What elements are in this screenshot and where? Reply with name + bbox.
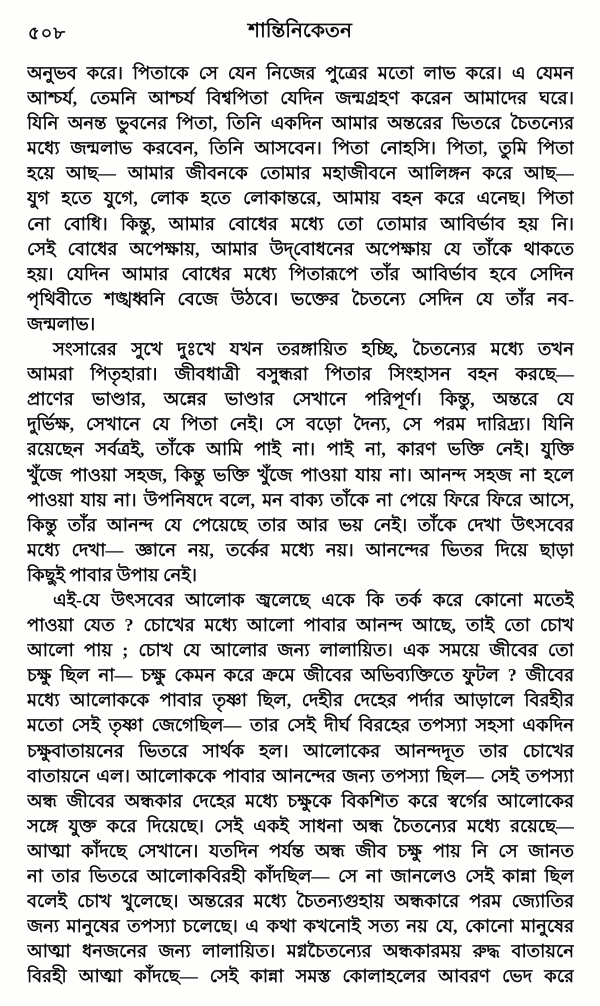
- text-line: মধ্যে আলোককে পাবার তৃষ্ণা ছিল, দেহীর দেহের পর্দার আড়ালে বিরহীর: [27, 690, 574, 711]
- text-line: আশ্চর্য, তেমনি আশ্চর্য বিশ্বপিতা যেদিন জন্মগ্রহণ করেন আমাদের ঘরে।: [27, 88, 574, 109]
- text-line: প্রাণের ভাণ্ডার, অন্নের ভাণ্ডার সেখানে পরিপূর্ণ। কিন্তু, অন্তরে যে: [27, 389, 574, 410]
- text-line: মধ্যে জন্মলাভ করবেন, তিনি আসবেন। পিতা নোহসি। পিতা, তুমি পিতা: [27, 138, 574, 159]
- text-line: কিছুই পাবার উপায় নেই।: [27, 564, 197, 585]
- text-line: আত্মা কাঁদছে সেখানে। যতদিন পর্যন্ত অন্ধ জীব চক্ষু পায় নি সে জানত: [27, 840, 574, 861]
- text-line: জন্মলাভ।: [27, 313, 96, 334]
- body-text: [27, 61, 574, 989]
- text-line: হয়ে আছ— আমার জীবনকে তোমার মহাজীবনে আলিঙ্গন করে আছ—: [27, 163, 574, 184]
- text-line: আমরা পিতৃহারা। জীবধাত্রী বসুন্ধরা পিতার সিংহাসন বহন করছে—: [27, 364, 574, 385]
- page-header: [0, 16, 600, 46]
- text-line: রয়েছেন সর্বত্রই, তাঁকে আমি পাই না। পাই না, কারণ ভক্তি নেই। যুক্তি: [27, 439, 574, 460]
- text-line: দুর্ভিক্ষ, সেখানে যে পিতা নেই। সে বড়ো দৈন্য, সে পরম দারিদ্র্য। যিনি: [27, 414, 574, 435]
- text-line: মধ্যে দেখা— জ্ঞানে নয়, তর্কের মধ্যে নয়। আনন্দের ভিতর দিয়ে ছাড়া: [27, 539, 574, 560]
- text-line: পৃথিবীতে শঙ্খধ্বনি বেজে উঠবে। ভক্তের চৈতন্যে সেদিন যে তাঁর নব-: [27, 288, 574, 309]
- text-line: চক্ষু ছিল না— চক্ষু কেমন করে ক্রমে জীবের অভিব্যক্তিতে ফুটল ? জীবের: [27, 665, 574, 686]
- text-line: আলো পায় ; চোখ যে আলোর জন্য লালায়িত। এক সময়ে জীবের তো: [27, 640, 574, 661]
- text-line: হয়। যেদিন আমার বোধের মধ্যে পিতারূপে তাঁর আবির্ভাব হবে সেদিন: [27, 263, 574, 284]
- text-line: পাওয়া যায় না। উপনিষদে বলে, মন বাক্য তাঁকে না পেয়ে ফিরে ফিরে আসে,: [27, 489, 574, 510]
- text-line: খুঁজে পাওয়া সহজ, কিন্তু ভক্তি খুঁজে পাওয়া যায় না। আনন্দ সহজ না হলে: [27, 464, 574, 485]
- text-line: না তার ভিতরে আলোকবিরহী কাঁদছিল— সে না জানলেও সেই কান্না ছিল: [27, 866, 574, 886]
- page-title: শান্তিনিকেতন: [248, 20, 352, 42]
- paragraph: [27, 588, 574, 990]
- text-line: বলেই চোখ খুলেছে। অন্তরের মধ্যে চৈতন্যগুহায় অন্ধকারে পরম জ্যোতির: [27, 891, 574, 912]
- text-line: নো বোধি। কিন্তু, আমার বোধের মধ্যে তো তোমার আবির্ভাব হয় নি।: [27, 213, 574, 234]
- text-line: অনুভব করে। পিতাকে সে যেন নিজের পুত্রের মতো লাভ করে। এ যেমন: [27, 63, 574, 83]
- text-line: মতো সেই তৃষ্ণা জেগেছিল— তার সেই দীর্ঘ বিরহের তপস্যা সহসা একদিন: [27, 715, 574, 736]
- paragraph: [27, 61, 574, 337]
- paragraph: [27, 337, 574, 588]
- text-line: বিরহী আত্মা কাঁদছে— সেই কান্না সমস্ত কোলাহলের আবরণ ভেদ করে: [27, 966, 574, 987]
- text-line: জন্য মানুষের তপস্যা চলেছে। এ কথা কখনোই সত্য নয় যে, কোনো মানুষের: [27, 916, 574, 937]
- text-line: কিন্তু তাঁর আনন্দ যে পেয়েছে তার আর ভয় নেই। তাঁকে দেখা উৎসবের: [27, 514, 574, 535]
- text-line: বাতায়নে এল। আলোককে পাবার আনন্দের জন্য তপস্যা ছিল— সেই তপস্যা: [27, 765, 574, 786]
- text-line: যিনি অনন্ত ভুবনের পিতা, তিনি একদিন আমার অন্তরের ভিতরে চৈতন্যের: [27, 113, 574, 134]
- text-line: চক্ষুবাতায়নের ভিতরে সার্থক হল। আলোকের আনন্দদূত তার চোখের: [27, 740, 574, 761]
- text-line: সেই বোধের অপেক্ষায়, আমার উদ্‌বোধনের অপেক্ষায় যে তাঁকে থাকতে: [27, 238, 574, 259]
- text-line: পাওয়া যেত ? চোখের মধ্যে আলো পাবার আনন্দ আছে, তাই তো চোখ: [27, 615, 574, 636]
- text-line: আত্মা ধনজনের জন্য লালায়িত। মগ্নচৈতন্যের অন্ধকারময় রুদ্ধ বাতায়নে: [27, 941, 574, 962]
- text-line: সঙ্গে যুক্ত করে দিয়েছে। সেই একই সাধনা অন্ধ চৈতন্যের মধ্যে রয়েছে—: [27, 815, 574, 836]
- text-line: সংসারের সুখে দুঃখে যখন তরঙ্গায়িত হচ্ছি, চৈতন্যের মধ্যে তখন: [53, 339, 574, 360]
- text-line: অন্ধ জীবের অন্ধকার দেহের মধ্যে চক্ষুকে বিকশিত করে স্বর্গের আলোকের: [27, 790, 574, 811]
- text-line: এই-যে উৎসবের আলোক জ্বলেছে একে কি তর্ক করে কোনো মতেই: [53, 589, 574, 610]
- text-line: যুগ হতে যুগে, লোক হতে লোকান্তরে, আমায় বহন করে এনেছ। পিতা: [27, 188, 574, 209]
- page-number: ৫০৮: [28, 23, 67, 43]
